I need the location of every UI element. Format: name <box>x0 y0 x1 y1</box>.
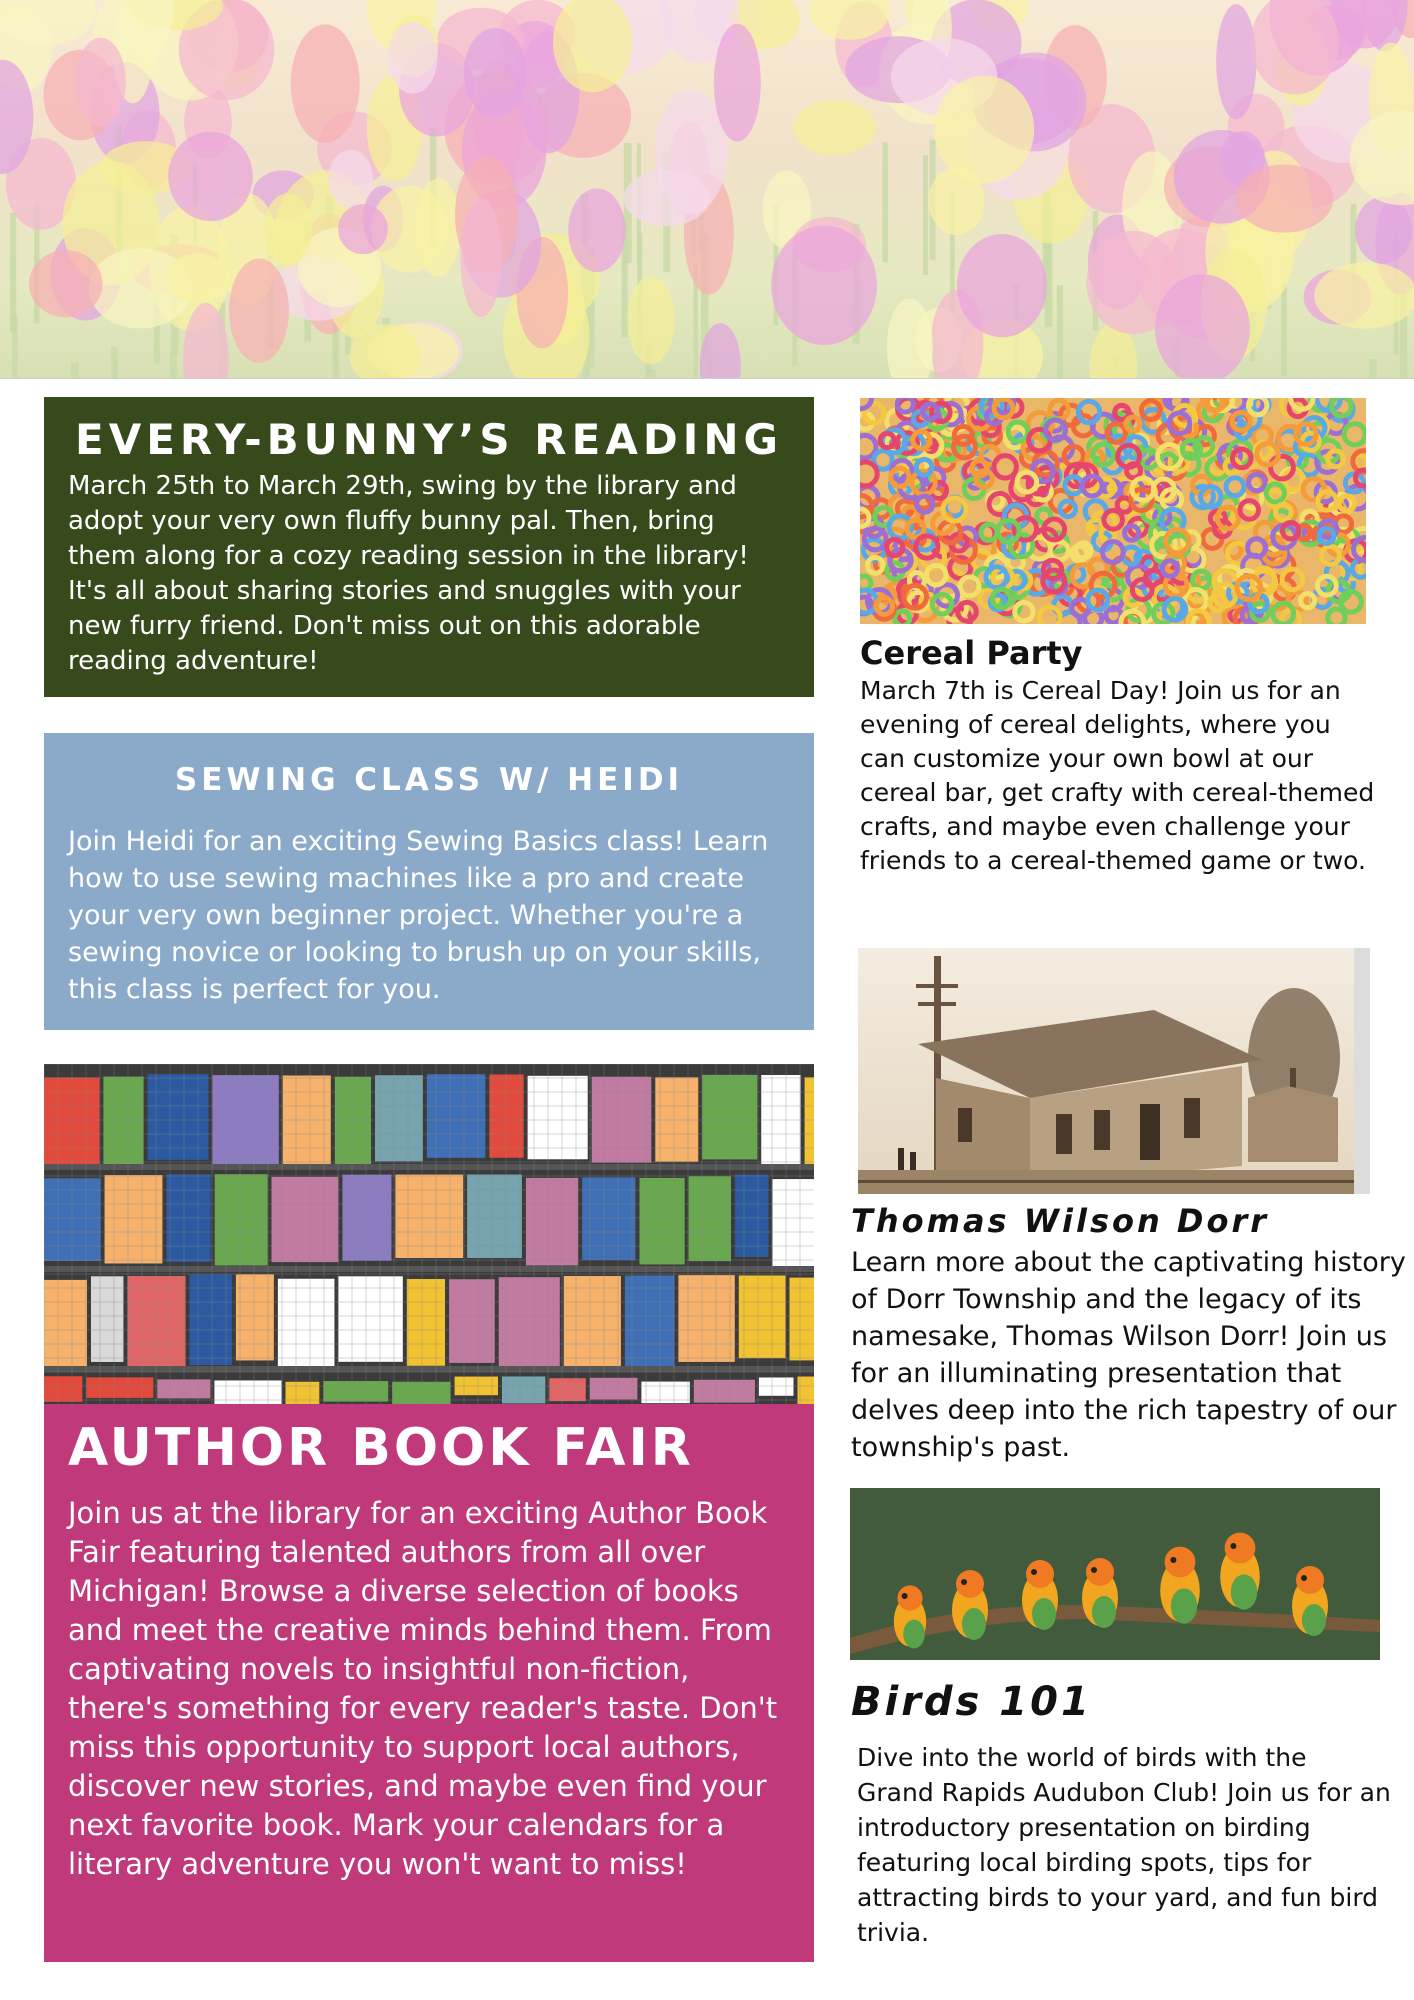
thomas-wilson-dorr-section <box>851 1198 1411 1466</box>
flower-field-illustration <box>0 0 1414 378</box>
thomas-wilson-dorr-description: Learn more about the captivating history of Dorr Township and the legacy of its namesake, Thomas Wilson Dorr! Join us for an illuminating presentation that delves deep into the rich tapestry of our township's past. <box>851 1247 1406 1463</box>
sewing-class-description: Join Heidi for an exciting Sewing Basics class! Learn how to use sewing machines like a pro and create your very own beginner project. Whether you're a sewing novice or looking to brush up on your skills, this class is perfect for you. <box>68 826 769 1005</box>
author-book-fair-card <box>44 1404 814 1962</box>
every-bunny-reading-title: EVERY-BUNNY’S READING <box>75 415 783 464</box>
parrots-on-branch-image <box>850 1488 1380 1660</box>
birds-101-section <box>851 1672 1391 1950</box>
cereal-loops-image <box>860 398 1366 624</box>
sewing-class-title: SEWING CLASS W/ HEIDI <box>174 762 684 798</box>
author-book-fair-title: AUTHOR BOOK FAIR <box>68 1418 694 1478</box>
book-fair-photo <box>44 1064 814 1404</box>
thomas-wilson-dorr-title: Thomas Wilson Dorr <box>851 1202 1270 1240</box>
cereal-photo <box>860 398 1366 624</box>
birds-photo <box>850 1488 1380 1660</box>
birds-101-title: Birds 101 <box>851 1679 1092 1725</box>
historic-depot-image <box>858 948 1370 1194</box>
header-flower-banner <box>0 0 1414 379</box>
books-stall-image <box>44 1064 814 1404</box>
cereal-party-section <box>860 632 1380 878</box>
cereal-party-title: Cereal Party <box>860 634 1083 672</box>
author-book-fair-description: Join us at the library for an exciting Author Book Fair featuring talented authors from all over Michigan! Browse a diverse selection of books and meet the creative minds behind them. From captivating novels to insightful non-fiction, there's something for every reader's taste. Don't miss this opportunity to support local authors, discover new stories, and maybe even find your next favorite book. Mark your calendars for a literary adventure you won't want to miss! <box>68 1496 778 1881</box>
sewing-class-card <box>44 733 814 1030</box>
every-bunny-reading-card <box>44 397 814 697</box>
cereal-party-description: March 7th is Cereal Day! Join us for an evening of cereal delights, where you can customize your own bowl at our cereal bar, get crafty with cereal-themed crafts, and maybe even challenge your friends to a cereal-themed game or two. <box>860 676 1375 875</box>
train-depot-photo <box>858 948 1370 1194</box>
birds-101-description: Dive into the world of birds with the Grand Rapids Audubon Club! Join us for an introductory presentation on birding featuring local birding spots, tips for attracting birds to your yard, and fun bird trivia. <box>857 1743 1391 1947</box>
every-bunny-reading-description: March 25th to March 29th, swing by the library and adopt your very own fluffy bunny pal. Then, bring them along for a cozy reading session in the library! It's all about sharing stories and snuggles with your new furry friend. Don't miss out on this adorable reading adventure! <box>68 471 749 676</box>
